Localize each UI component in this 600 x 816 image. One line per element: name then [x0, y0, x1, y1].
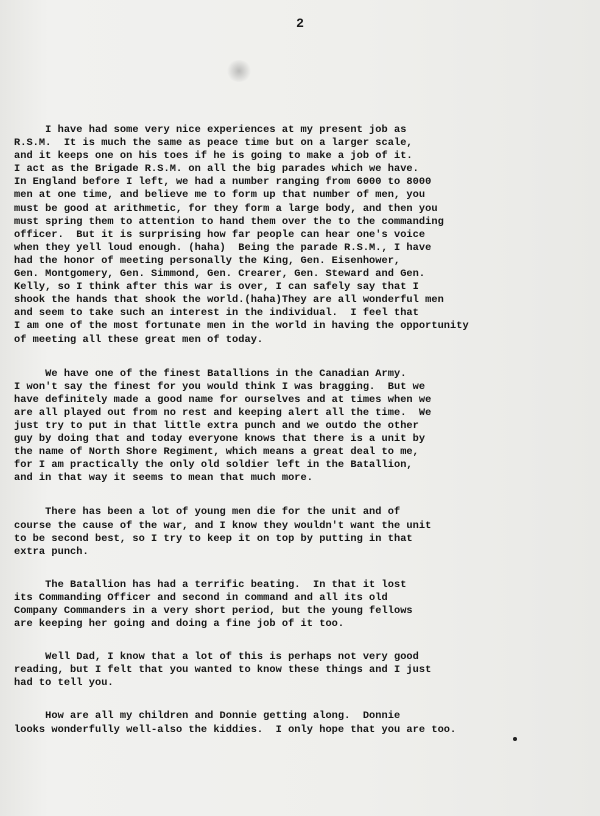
text-line: have definitely made a good name for ourselves and at times when we: [14, 393, 432, 406]
paragraph-terrific-beating: [14, 579, 469, 631]
text-line: looks wonderfully well-also the kiddies. I only hope that you are too.: [14, 723, 457, 736]
text-line: Gen. Montgomery, Gen. Simmond, Gen. Crearer, Gen. Steward and Gen.: [14, 268, 426, 281]
text-line: had the honor of meeting personally the King, Gen. Eisenhower,: [14, 254, 401, 267]
text-line: Company Commanders in a very short period, but the young fellows: [14, 605, 413, 617]
text-line: How are all my children and Donnie getting along. Donnie: [14, 710, 401, 723]
text-line: The Batallion has had a terrific beating. In that it lost: [14, 578, 407, 591]
text-line: We have one of the finest Batallions in the Canadian Army.: [14, 367, 407, 380]
text-line: In England before I left, we had a number ranging from 6000 to 8000: [14, 176, 432, 189]
text-line: are all played out from no rest and keeping alert all the time. We: [14, 406, 432, 419]
text-line: men at one time, and believe me to form up that number of men, you: [14, 189, 426, 202]
ink-smudge: [226, 60, 252, 82]
text-line: I have had some very nice experiences at my present job as: [14, 124, 407, 136]
paragraph-rsm-experiences: [14, 124, 469, 347]
text-line: of meeting all these great men of today.: [14, 333, 264, 346]
text-line: must spring them to attention to hand them over the to the commanding: [14, 215, 444, 228]
text-line: and in that way it seems to mean that much more.: [14, 472, 313, 485]
text-line: had to tell you.: [14, 677, 114, 690]
text-line: I am one of the most fortunate men in the world in having the opportunity: [14, 320, 469, 333]
ink-dot: [513, 737, 517, 741]
text-line: and it keeps one on his toes if he is going to make a job of it.: [14, 150, 413, 163]
page-number: 2: [296, 16, 304, 31]
text-line: the name of North Shore Regiment, which means a great deal to me,: [14, 446, 419, 459]
text-line: for I am practically the only old soldier left in the Batallion,: [14, 459, 413, 472]
text-line: I won't say the finest for you would think I was bragging. But we: [14, 380, 426, 393]
text-line: must be good at arithmetic, for they form a large body, and then you: [14, 202, 438, 215]
letter-body: [14, 124, 469, 737]
paragraph-well-dad: [14, 651, 469, 690]
text-line: guy by doing that and today everyone knows that there is a unit by: [14, 433, 426, 446]
text-line: R.S.M. It is much the same as peace time but on a larger scale,: [14, 137, 413, 150]
paragraph-batallion: [14, 368, 469, 486]
text-line: its Commanding Officer and second in command and all its old: [14, 591, 388, 604]
text-line: reading, but I felt that you wanted to know these things and I just: [14, 664, 432, 677]
text-line: shook the hands that shook the world.(haha)They are all wonderful men: [14, 294, 444, 307]
text-line: just try to put in that little extra punch and we outdo the other: [14, 419, 419, 432]
text-line: There has been a lot of young men die for the unit and of: [14, 506, 401, 519]
text-line: to be second best, so I try to keep it on top by putting in that: [14, 532, 413, 545]
paragraph-children: [14, 710, 469, 736]
paragraph-young-men: [14, 506, 469, 558]
text-line: Kelly, so I think after this war is over, I can safely say that I: [14, 281, 419, 294]
text-line: officer. But it is surprising how far people can hear one's voice: [14, 228, 426, 241]
text-line: are keeping her going and doing a fine job of it too.: [14, 618, 345, 631]
text-line: course the cause of the war, and I know they wouldn't want the unit: [14, 519, 432, 532]
text-line: and seem to take such an interest in the individual. I feel that: [14, 307, 419, 320]
text-line: when they yell loud enough. (haha) Being the parade R.S.M., I have: [14, 241, 432, 254]
text-line: Well Dad, I know that a lot of this is perhaps not very good: [14, 651, 419, 664]
text-line: extra punch.: [14, 545, 89, 558]
text-line: I act as the Brigade R.S.M. on all the big parades which we have.: [14, 163, 419, 176]
